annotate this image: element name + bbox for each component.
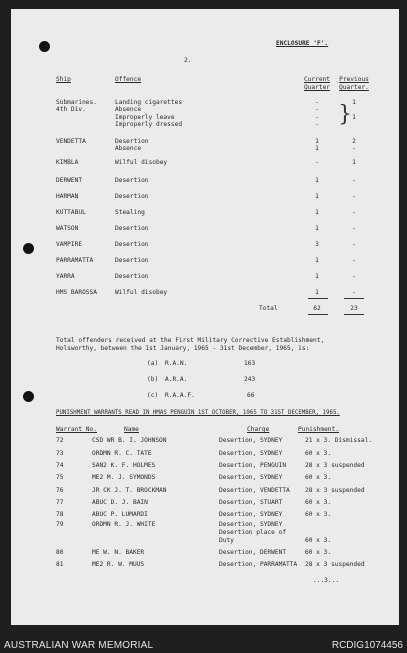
total-double-rule-previous (344, 314, 364, 315)
warrant-header-charge: Charge (247, 426, 270, 433)
warrant-name: SAN2 K. F. HOLMES (92, 462, 156, 469)
current-cell: 1 (315, 177, 319, 184)
previous-cell: 1 (352, 159, 356, 166)
ship-cell: DERWENT (56, 177, 83, 184)
total-previous: 23 (350, 305, 358, 312)
warrant-punishment: 28 x 3 suspended (305, 487, 365, 494)
total-double-rule-current (308, 314, 328, 315)
paragraph-line-2: Holsworthy, between the 1st January, 1965 - 31st December, 1965, is: (56, 345, 310, 352)
warrant-punishment: 60 x 3. (305, 511, 332, 518)
current-cell: - (315, 106, 319, 113)
warrant-no: 78 (56, 511, 64, 518)
ship-cell: VAMPIRE (56, 241, 83, 248)
warrant-charge: Desertion, PENGUIN (219, 462, 287, 469)
warrant-name: ME W. N. BAKER (92, 549, 145, 556)
ship-cell: WATSON (56, 225, 79, 232)
header-offence: Offence (115, 76, 142, 83)
header-current-2: Quarter (303, 84, 331, 91)
service-value: 163 (244, 360, 256, 367)
offence-cell: Wilful disobey (115, 289, 168, 296)
current-cell: 1 (315, 273, 319, 280)
service-name: A.R.A. (165, 376, 188, 383)
warrant-charge: Desertion, STUART (219, 499, 283, 506)
warrant-punishment: 60 x 3. (305, 474, 332, 481)
warrant-no: 80 (56, 549, 64, 556)
warrant-punishment: 28 x 3 suspended (305, 462, 365, 469)
header-ship: Ship (56, 76, 71, 83)
current-cell: 1 (315, 138, 319, 145)
offence-cell: Desertion (115, 193, 149, 200)
total-rule-previous (344, 298, 364, 299)
offence-cell: Improperly dressed (115, 121, 183, 128)
offence-cell: Landing cigarettes (115, 99, 183, 106)
previous-cell: - (352, 209, 356, 216)
warrant-name: ORDMN R. C. TATE (92, 450, 152, 457)
offence-cell: Desertion (115, 138, 149, 145)
warrant-no: 75 (56, 474, 64, 481)
warrant-punishment: 60 x 3. (305, 549, 332, 556)
current-cell: 1 (315, 225, 319, 232)
warrant-charge-2: Desertion place of (219, 529, 287, 536)
warrant-punishment: 60 x 3. (305, 499, 332, 506)
service-name: R.A.A.F. (165, 392, 195, 399)
warrant-no: 73 (56, 450, 64, 457)
previous-cell: - (352, 257, 356, 264)
previous-cell: - (352, 193, 356, 200)
warrant-header-name: Name (124, 426, 139, 433)
current-cell: 1 (315, 209, 319, 216)
warrant-name: ABUC P. LUMARDI (92, 511, 148, 518)
offence-cell: Absence (115, 145, 142, 152)
warrant-name: ME2 R. W. MUUS (92, 561, 145, 568)
warrant-punishment: 60 x 3. (305, 537, 332, 544)
offence-cell: Absence (115, 106, 142, 113)
previous-cell: - (352, 289, 356, 296)
ship-cell: HARMAN (56, 193, 79, 200)
warrant-name: ME2 M. J. SYMONDS (92, 474, 156, 481)
warrant-punishment: 21 x 3. Dismissal. (305, 437, 373, 444)
previous-cell: - (352, 225, 356, 232)
current-cell: 3 (315, 241, 319, 248)
previous-cell: - (352, 177, 356, 184)
service-label: (c) (147, 392, 159, 399)
warrant-charge: Desertion, SYDNEY (219, 474, 283, 481)
previous-cell: 1 (352, 114, 356, 121)
current-cell: - (315, 99, 319, 106)
warrant-name: CSD WR B. I. JOHNSON (92, 437, 167, 444)
current-cell: 1 (315, 289, 319, 296)
total-current: 62 (313, 305, 321, 312)
punch-hole-1 (39, 41, 50, 52)
punch-hole-2 (23, 243, 34, 254)
warrant-charge: Desertion, DERWENT (219, 549, 287, 556)
service-label: (b) (147, 376, 159, 383)
warrant-charge: Desertion, SYDNEY (219, 450, 283, 457)
ship-cell: PARRAMATTA (56, 257, 94, 264)
service-value: 243 (244, 376, 256, 383)
service-name: R.A.N. (165, 360, 188, 367)
warrant-charge: Desertion, VENDETTA (219, 487, 290, 494)
previous-cell: 1 (352, 99, 356, 106)
ship-cell: VENDETTA (56, 138, 86, 145)
ship-cell: HMS BAROSSA (56, 289, 97, 296)
brace-mark: } (338, 102, 352, 127)
header-previous: Previous (339, 76, 369, 83)
paragraph-line-1: Total offenders received at the First Military Corrective Establishment, (56, 337, 325, 344)
header-previous-2: Quarter. (339, 84, 369, 91)
current-cell: - (315, 121, 319, 128)
total-rule-current (308, 298, 328, 299)
warrant-charge: Desertion, SYDNEY (219, 521, 283, 528)
previous-cell: - (352, 145, 356, 152)
offence-cell: Desertion (115, 273, 149, 280)
warrant-punishment: 60 x 3. (305, 450, 332, 457)
warrant-no: 72 (56, 437, 64, 444)
footer-id: RCDIG1074456 (331, 640, 403, 651)
offence-cell: Desertion (115, 257, 149, 264)
warrant-name: ABUC D. J. BAIN (92, 499, 148, 506)
enclosure-title: ENCLOSURE 'F'. (276, 40, 329, 47)
total-label: Total (259, 305, 278, 312)
ship-cell: Submarines. (56, 99, 97, 106)
warrant-no: 77 (56, 499, 64, 506)
continuation-mark: ...3... (313, 577, 340, 584)
warrant-punishment: 28 x 3 suspended (305, 561, 365, 568)
warrant-charge: Desertion, SYDNEY (219, 511, 283, 518)
warrant-charge: Desertion, PARRAMATTA (219, 561, 298, 568)
warrant-charge: Desertion, SYDNEY (219, 437, 283, 444)
service-value: 66 (247, 392, 255, 399)
footer-source: AUSTRALIAN WAR MEMORIAL (4, 640, 154, 651)
offence-cell: Improperly leave (115, 114, 175, 121)
warrant-charge-3: Duty (219, 537, 234, 544)
warrant-no: 74 (56, 462, 64, 469)
current-cell: 1 (315, 257, 319, 264)
ship-cell: YARRA (56, 273, 75, 280)
previous-cell: 2 (352, 138, 356, 145)
warrant-no: 81 (56, 561, 64, 568)
warrants-title: PUNISHMENT WARRANTS READ IN HMAS PENGUIN 1ST OCTOBER, 1965 TO 31ST DECEMBER, 1965. (56, 410, 340, 416)
page-number: 2. (184, 57, 192, 64)
current-cell: 1 (315, 193, 319, 200)
offence-cell: Desertion (115, 225, 149, 232)
current-cell: - (315, 159, 319, 166)
offence-cell: Wilful disobey (115, 159, 168, 166)
warrant-no: 79 (56, 521, 64, 528)
offence-cell: Desertion (115, 177, 149, 184)
previous-cell: - (352, 273, 356, 280)
previous-cell: - (352, 241, 356, 248)
offence-cell: Desertion (115, 241, 149, 248)
warrant-no: 76 (56, 487, 64, 494)
warrant-name: ORDMN R. J. WHITE (92, 521, 156, 528)
header-current: Current (303, 76, 331, 83)
service-label: (a) (147, 360, 159, 367)
ship-cell-2: 4th Div. (56, 106, 86, 113)
current-cell: - (315, 114, 319, 121)
punch-hole-3 (23, 391, 34, 402)
warrant-header-no: Warrant No. (56, 426, 97, 433)
ship-cell: KIMBLA (56, 159, 79, 166)
current-cell: 1 (315, 145, 319, 152)
ship-cell: KUTTABUL (56, 209, 86, 216)
warrant-header-punishment: Punishment. (298, 426, 339, 433)
offence-cell: Stealing (115, 209, 145, 216)
warrant-name: JR CK J. T. BROCKMAN (92, 487, 167, 494)
